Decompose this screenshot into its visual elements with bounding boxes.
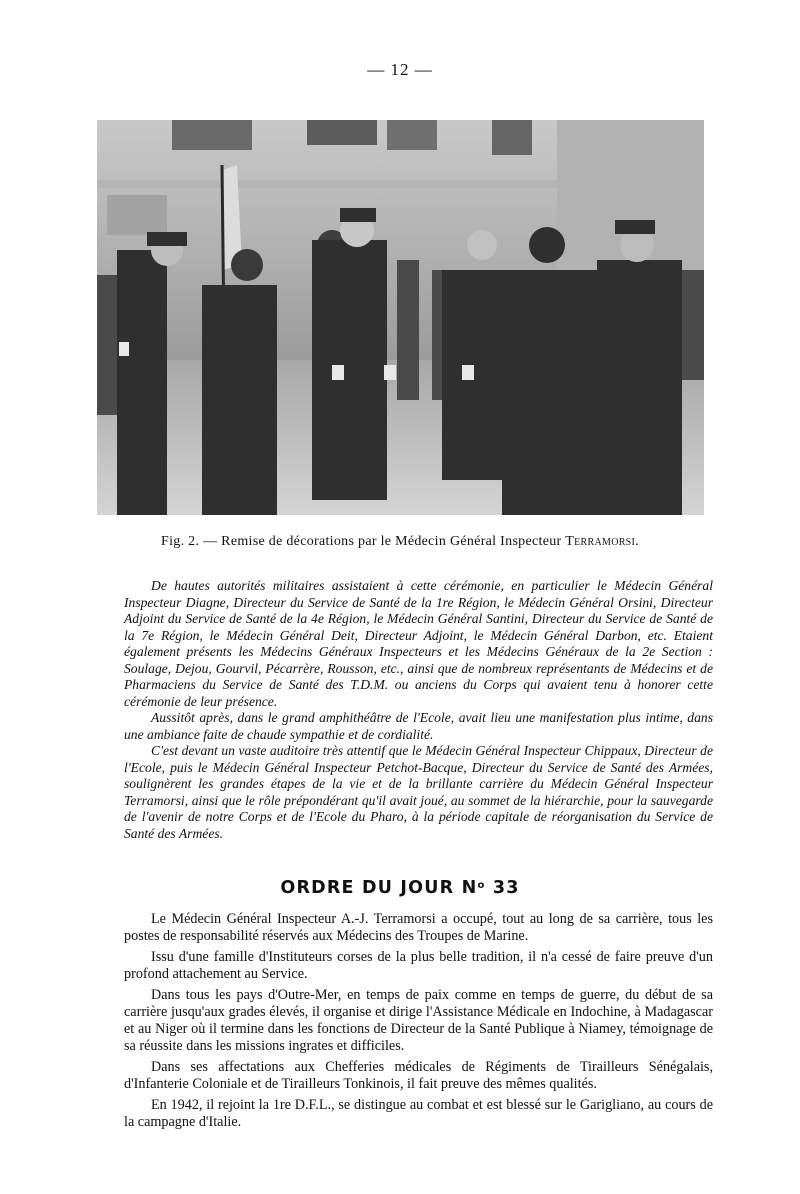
- ceremony-photo: [97, 120, 704, 515]
- order-heading-sup: o: [477, 880, 486, 891]
- caption-end: .: [635, 534, 639, 549]
- order-paragraph: Issu d'une famille d'Instituteurs corses de la plus belle tradition, il n'a cessé de faire preuve d'un profond attachement au Service.: [124, 949, 713, 982]
- order-paragraph: Le Médecin Général Inspecteur A.-J. Terramorsi a occupé, tout au long de sa carrière, tous les postes de responsabilité réservés aux Médecins des Troupes de Marine.: [124, 911, 713, 944]
- figure-caption: [0, 534, 800, 550]
- order-paragraph: Dans ses affectations aux Chefferies médicales de Régiments de Tirailleurs Sénégalais, d'Infanterie Coloniale et de Tirailleurs Tonkinois, il fait preuve des mêmes qualités.: [124, 1059, 713, 1092]
- order-heading-number: 33: [485, 878, 520, 898]
- ceremony-photo-drawing: [97, 120, 704, 515]
- order-paragraph: En 1942, il rejoint la 1re D.F.L., se distingue au combat et est blessé sur le Garigliano, au cours de la campagne d'Italie.: [124, 1097, 713, 1130]
- caption-name: Terramorsi: [565, 534, 636, 549]
- ceremony-paragraph: De hautes autorités militaires assistaient à cette cérémonie, en particulier le Médecin Général Inspecteur Diagne, Directeur du Service de Santé de la 1re Région, le Médecin Général Orsini, Directeur Adjoint du Service de Santé de la 4e Région, le Médecin Général Santini, Directeur du Service de Santé de la 7e Région, le Médecin Général Deit, Directeur Adjoint, le Médecin Général Darbon, etc. Etaient également présents les Médecins Généraux Inspecteurs et les Médecins Généraux de la 2e Section : Soulage, Dejou, Gourvil, Pécarrère, Rousson, etc., ainsi que de nombreux représentants de Médecins et de Pharmaciens du Service de Santé des T.D.M. ou anciens du Corps qui avaient tenu à honorer cette cérémonie de leur présence.: [124, 578, 713, 709]
- ceremony-paragraph: Aussitôt après, dans le grand amphithéâtre de l'Ecole, avait lieu une manifestation plus intime, dans une ambiance faite de chaude sympathie et de cordialité.: [124, 710, 713, 742]
- order-text: [124, 911, 713, 1135]
- caption-label: Fig. 2. — Remise de décorations par le Médecin Général Inspecteur: [161, 534, 566, 549]
- order-paragraph: Dans tous les pays d'Outre-Mer, en temps de paix comme en temps de guerre, du début de sa carrière jusqu'aux grades élevés, il organise et dirige l'Assistance Médicale en Indochine, à Madagascar et au Niger où il termine dans les fonctions de Directeur de la Santé Publique à Niamey, témoignage de sa réussite dans les missions ingrates et difficiles.: [124, 987, 713, 1054]
- ceremony-paragraph: C'est devant un vaste auditoire très attentif que le Médecin Général Inspecteur Chippaux, Directeur de l'Ecole, puis le Médecin Général Inspecteur Petchot-Bacque, Directeur du Service de Santé des Armées, soulignèrent les grandes étapes de la vie et de la brillante carrière du Médecin Général Inspecteur Terramorsi, ainsi que le rôle prépondérant qu'il avait joué, au sommet de la hiérarchie, pour la sauvegarde de l'avenir de notre Corps et de l'Ecole du Pharo, à la période capitale de réorganisation du Service de Santé des Armées.: [124, 743, 713, 841]
- order-heading: [0, 878, 800, 898]
- page-number: — 12 —: [367, 60, 433, 79]
- ceremony-text: [124, 578, 713, 842]
- order-heading-title: ORDRE DU JOUR N: [280, 878, 478, 898]
